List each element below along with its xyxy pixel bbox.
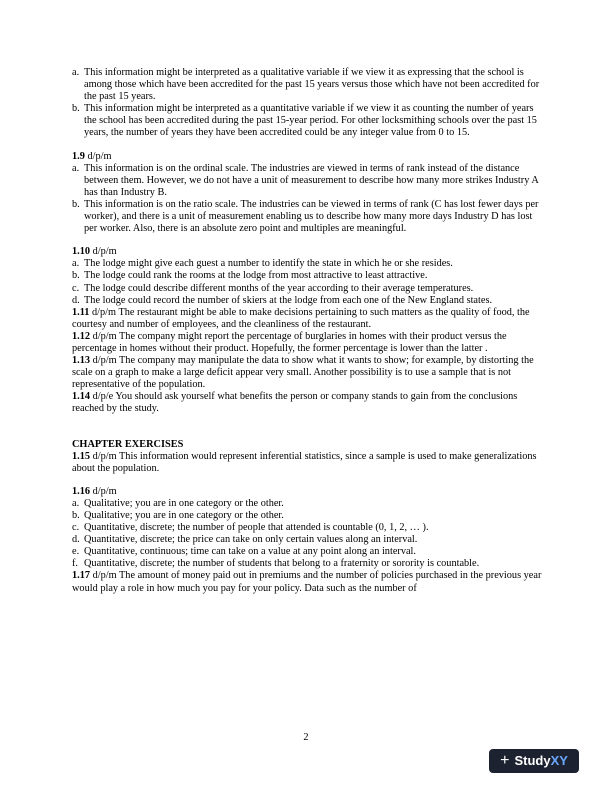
list-item: a. The lodge might give each guest a number to identify the state in which he or she resides. bbox=[72, 258, 453, 270]
answer-1-12: 1.12 d/p/m The company might report the percentage of burglaries in homes with their product versus the percentage in homes without their product. Hopefully, the former percentage is lower than the latter . bbox=[72, 330, 507, 354]
list-item: e. Quantitative, continuous; time can take on a value at any point along an interval. bbox=[72, 546, 416, 558]
list-item: b. The lodge could rank the rooms at the lodge from most attractive to least attractive. bbox=[72, 270, 428, 282]
answer-1-8 bbox=[72, 67, 542, 140]
answer-1-10 bbox=[72, 246, 542, 306]
list-item: c. Quantitative, discrete; the number of people that attended is countable (0, 1, 2, … ). bbox=[72, 522, 429, 534]
list-item: d. Quantitative, discrete; the price can take on only certain values along an interval. bbox=[72, 534, 418, 546]
page-content bbox=[72, 67, 542, 595]
answer-1-9 bbox=[72, 151, 542, 236]
studyxy-logo[interactable] bbox=[489, 749, 579, 773]
question-header: 1.9 d/p/m bbox=[72, 150, 112, 162]
list-item: b. This information is on the ratio scale. The industries can be viewed in terms of rank (C has lost fewer days per worker), and there is a unit of measurement enabling us to describe how many more days Industry D has lost per worker. Also, there is an absolute zero point and multiples are meaningful. bbox=[72, 198, 539, 235]
answer-1-14: 1.14 d/p/e You should ask yourself what benefits the person or company stands to gain from the conclusions reached by the study. bbox=[72, 391, 518, 415]
page-number: 2 bbox=[303, 732, 309, 743]
list-item: a. This information is on the ordinal scale. The industries are viewed in terms of rank instead of the distance between them. However, we do not have a unit of measurement to describe how many more strikes Industry A has than Industry B. bbox=[72, 162, 539, 198]
question-header: 1.10 d/p/m bbox=[72, 246, 117, 258]
chapter-heading: CHAPTER EXERCISES bbox=[72, 438, 184, 450]
list-item: b. This information might be interpreted as a quantitative variable if we view it as counting the number of years the school has been accredited during the past 15-year period. For other locksmithing schools over the past 15 years, the number of years they have been accredited could be any integer value from 0 to 15. bbox=[72, 103, 537, 139]
answer-1-15: 1.15 d/p/m This information would represent inferential statistics, since a sample is used to make generalizations about the population. bbox=[72, 450, 537, 474]
plus-icon: + bbox=[500, 752, 510, 769]
list-item: f. Quantitative, discrete; the number of students that belong to a fraternity or sorority is countable. bbox=[72, 558, 480, 570]
list-item: a. This information might be interpreted as a qualitative variable if we view it as expressing that the school is among those which have been accredited for the past 15 years versus those which have not been accredited for the past 15 years. bbox=[72, 67, 540, 103]
list-item: c. The lodge could describe different months of the year according to their average temperatures. bbox=[72, 282, 474, 294]
answer-1-13: 1.13 d/p/m The company may manipulate the data to show what it wants to show; for example, by distorting the scale on a graph to make a large deficit appear very small. Another possibility is to use a sample that is not representative of the population. bbox=[72, 355, 534, 391]
list-item: b. Qualitative; you are in one category or the other. bbox=[72, 510, 284, 521]
list-item: a. Qualitative; you are in one category or the other. bbox=[72, 497, 284, 509]
answer-1-16 bbox=[72, 486, 542, 571]
answer-1-17: 1.17 d/p/m The amount of money paid out in premiums and the number of policies purchased in the previous year would play a role in how much you pay for your policy. Data such as the number of bbox=[72, 570, 542, 594]
answer-1-11: 1.11 d/p/m The restaurant might be able to make decisions pertaining to such matters as the quality of food, the courtesy and number of employees, and the cleanliness of the restaurant. bbox=[72, 306, 530, 330]
question-header: 1.16 d/p/m bbox=[72, 485, 117, 497]
list-item: d. The lodge could record the number of skiers at the lodge from each one of the New England states. bbox=[72, 294, 493, 306]
logo-text: StudyXY bbox=[514, 752, 568, 768]
